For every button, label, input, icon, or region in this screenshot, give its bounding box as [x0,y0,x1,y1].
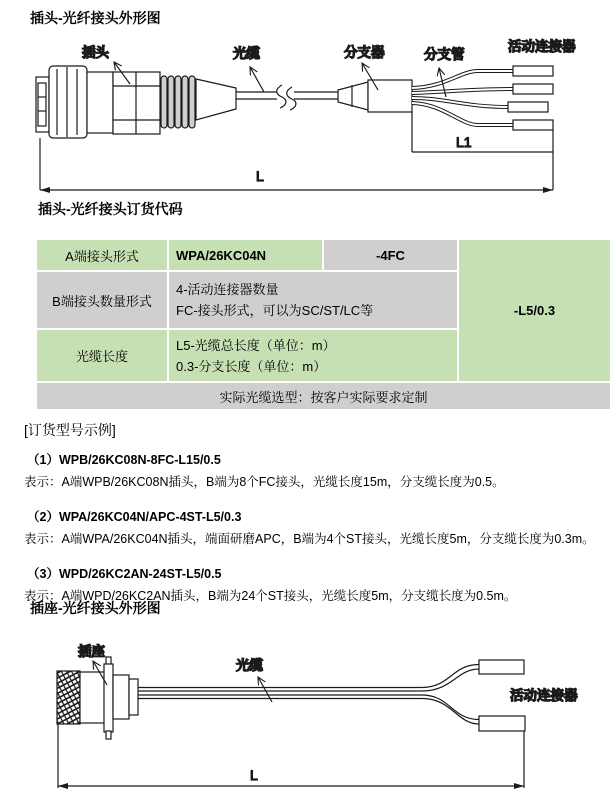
ordering-examples [24,420,614,621]
cell-b-end-desc [169,272,457,328]
cell-a-end-label: A端接头形式 [37,240,167,270]
socket-outline-diagram [0,630,616,791]
plug-label: 插头 [82,45,109,60]
connector-label: 活动连接器 [510,688,578,703]
example-code: （3）WPD/26KC2AN-24ST-L5/0.5 [27,567,222,581]
examples-heading: [订货型号示例] [24,422,116,438]
dim-l-label: L [256,168,264,184]
plug-outline-diagram [0,0,616,200]
branch-tubes [412,71,513,125]
cable-break-icon [277,85,286,108]
ordering-code-table [35,238,612,411]
b-end-desc-line2: FC-接头形式，可以为SC/ST/LC等 [176,303,374,318]
branch-connectors [508,66,553,130]
cell-connector-code: -4FC [324,240,457,270]
cell-cable-length-label: 光缆长度 [37,330,167,381]
cable-leader-arrow [250,67,264,92]
example-code: （1）WPB/26KC08N-8FC-L15/0.5 [27,453,221,467]
example-desc: 表示：A端WPB/26KC08N插头，B端为8个FC接头，光缆长度15m，分支缆长度为0.5。 [24,475,505,489]
splitter-label: 分支器 [344,45,385,60]
cell-b-end-label: B端接头数量形式 [37,272,167,328]
socket-outline-title: 插座-光纤接头外形图 [30,600,161,616]
cable-length-line2: 0.3-分支长度（单位：m） [176,358,327,374]
socket-cables [138,665,479,725]
dim-l1-label: L1 [456,134,472,150]
cell-a-end-value: WPA/26KC04N [169,240,322,270]
cable-label: 光缆 [236,658,263,673]
cable-label: 光缆 [233,46,260,61]
ordering-code-title: 插头-光纤接头订货代码 [38,201,183,217]
cell-length-code: -L5/0.3 [459,240,610,381]
example-item-1 [24,450,614,490]
connector-label: 活动连接器 [508,39,576,54]
b-end-desc-line1: 4-活动连接器数量 [176,282,279,297]
example-code: （2）WPA/26KC04N/APC-4ST-L5/0.3 [27,510,242,524]
cell-cable-length-desc [169,330,457,381]
cell-custom-note: 实际光缆选型：按客户实际要求定制 [37,383,610,409]
dim-l-label: L [250,767,258,783]
dimension-l [40,138,553,190]
example-desc: 表示：A端WPA/26KC04N插头，端面研磨APC，B端为4个ST接头，光缆长度5m，分支缆长度为0.3m。 [24,532,595,546]
cable-length-line1: L5-光缆总长度（单位：m） [176,337,336,353]
example-desc: 表示：A端WPD/26KC2AN插头，B端为24个ST接头，光缆长度5m，分支缆长度为0.5m。 [24,589,517,603]
plug-drawing [36,66,236,138]
plug-outline-title: 插头-光纤接头外形图 [30,10,161,26]
branch-tube-label: 分支管 [424,47,465,62]
socket-label: 插座 [78,644,105,659]
example-item-2 [24,507,614,547]
cable-line [236,85,338,110]
dimension-l [58,724,524,788]
